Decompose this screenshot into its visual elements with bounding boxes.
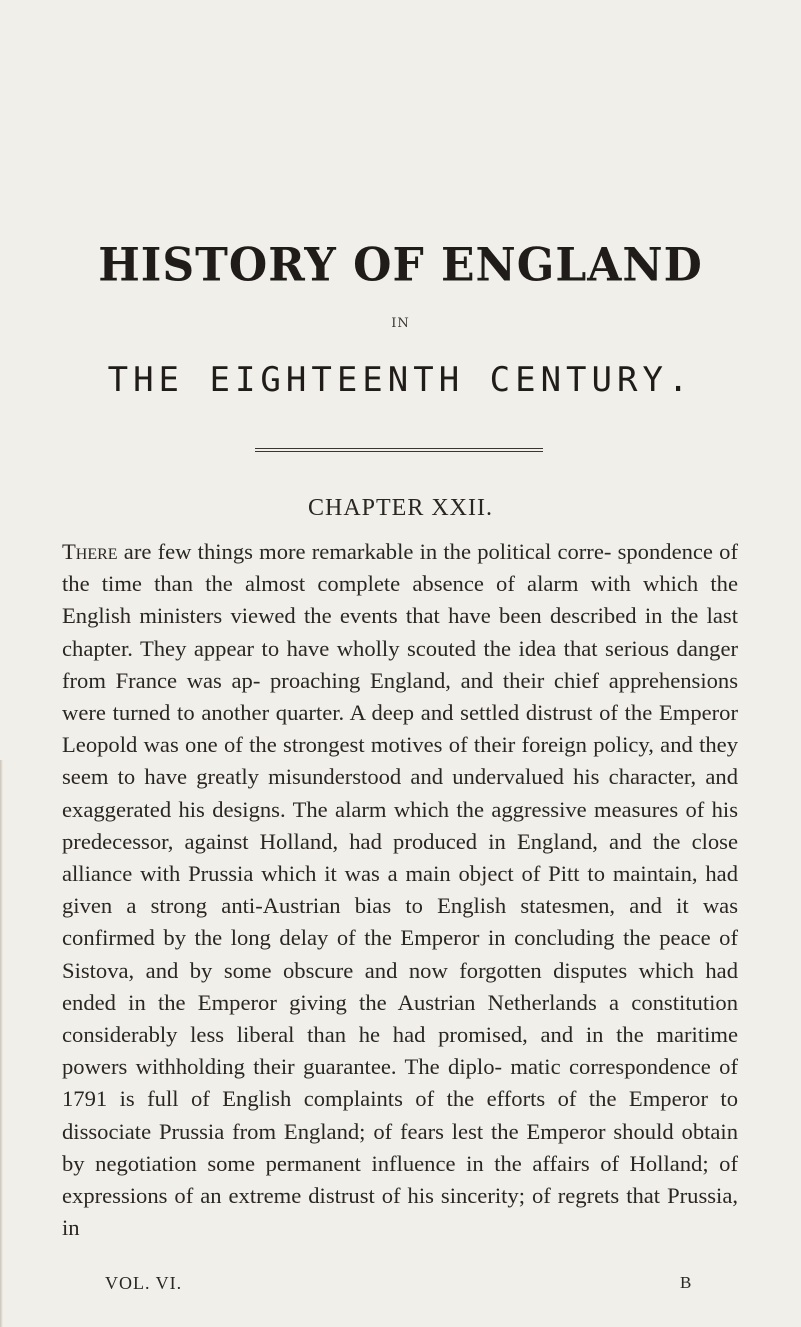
title-connector: IN: [391, 316, 410, 331]
paragraph-text: are few things more remarkable in the political corre- spondence of the time than the almost complete absence of alarm with which the English ministers viewed the events that have been described in the last chapter. They appear to have wholly scouted the idea that serious danger from France was ap- proaching England, and their chief apprehensions were turned to another quarter. A deep and settled distrust of the Emperor Leopold was one of the strongest motives of their foreign policy, and they seem to have greatly misunderstood and undervalued his character, and exaggerated his designs. The alarm which the aggressive measures of his predecessor, against Holland, had produced in England, and the close alliance with Prussia which it was a main object of Pitt to maintain, had given a strong anti-Austrian bias to English statesmen, and it was confirmed by the long delay of the Emperor in concluding the peace of Sistova, and by some obscure and now forgotten disputes which had ended in the Emperor giving the Austrian Netherlands a constitution considerably less liberal than he had promised, and in the maritime powers withholding their guarantee. The diplo- matic correspondence of 1791 is full of English complaints of the efforts of the Emperor to dissociate Prussia from England; of fears lest the Emperor should obtain by negotiation some permanent influence in the affairs of Holland; of expressions of an extreme distrust of his sincerity; of regrets that Prussia, in: [62, 539, 738, 1241]
chapter-heading: CHAPTER XXII.: [308, 495, 493, 521]
signature-mark: B: [680, 1273, 692, 1292]
book-subtitle: THE EIGHTEENTH CENTURY.: [107, 360, 694, 400]
body-paragraph: [62, 536, 738, 1244]
lead-word: There: [62, 539, 118, 564]
double-rule-divider: [255, 448, 543, 452]
book-title: HISTORY OF ENGLAND: [98, 238, 703, 293]
page-edge-shadow: [0, 760, 3, 1327]
volume-marker: VOL. VI.: [105, 1273, 183, 1293]
